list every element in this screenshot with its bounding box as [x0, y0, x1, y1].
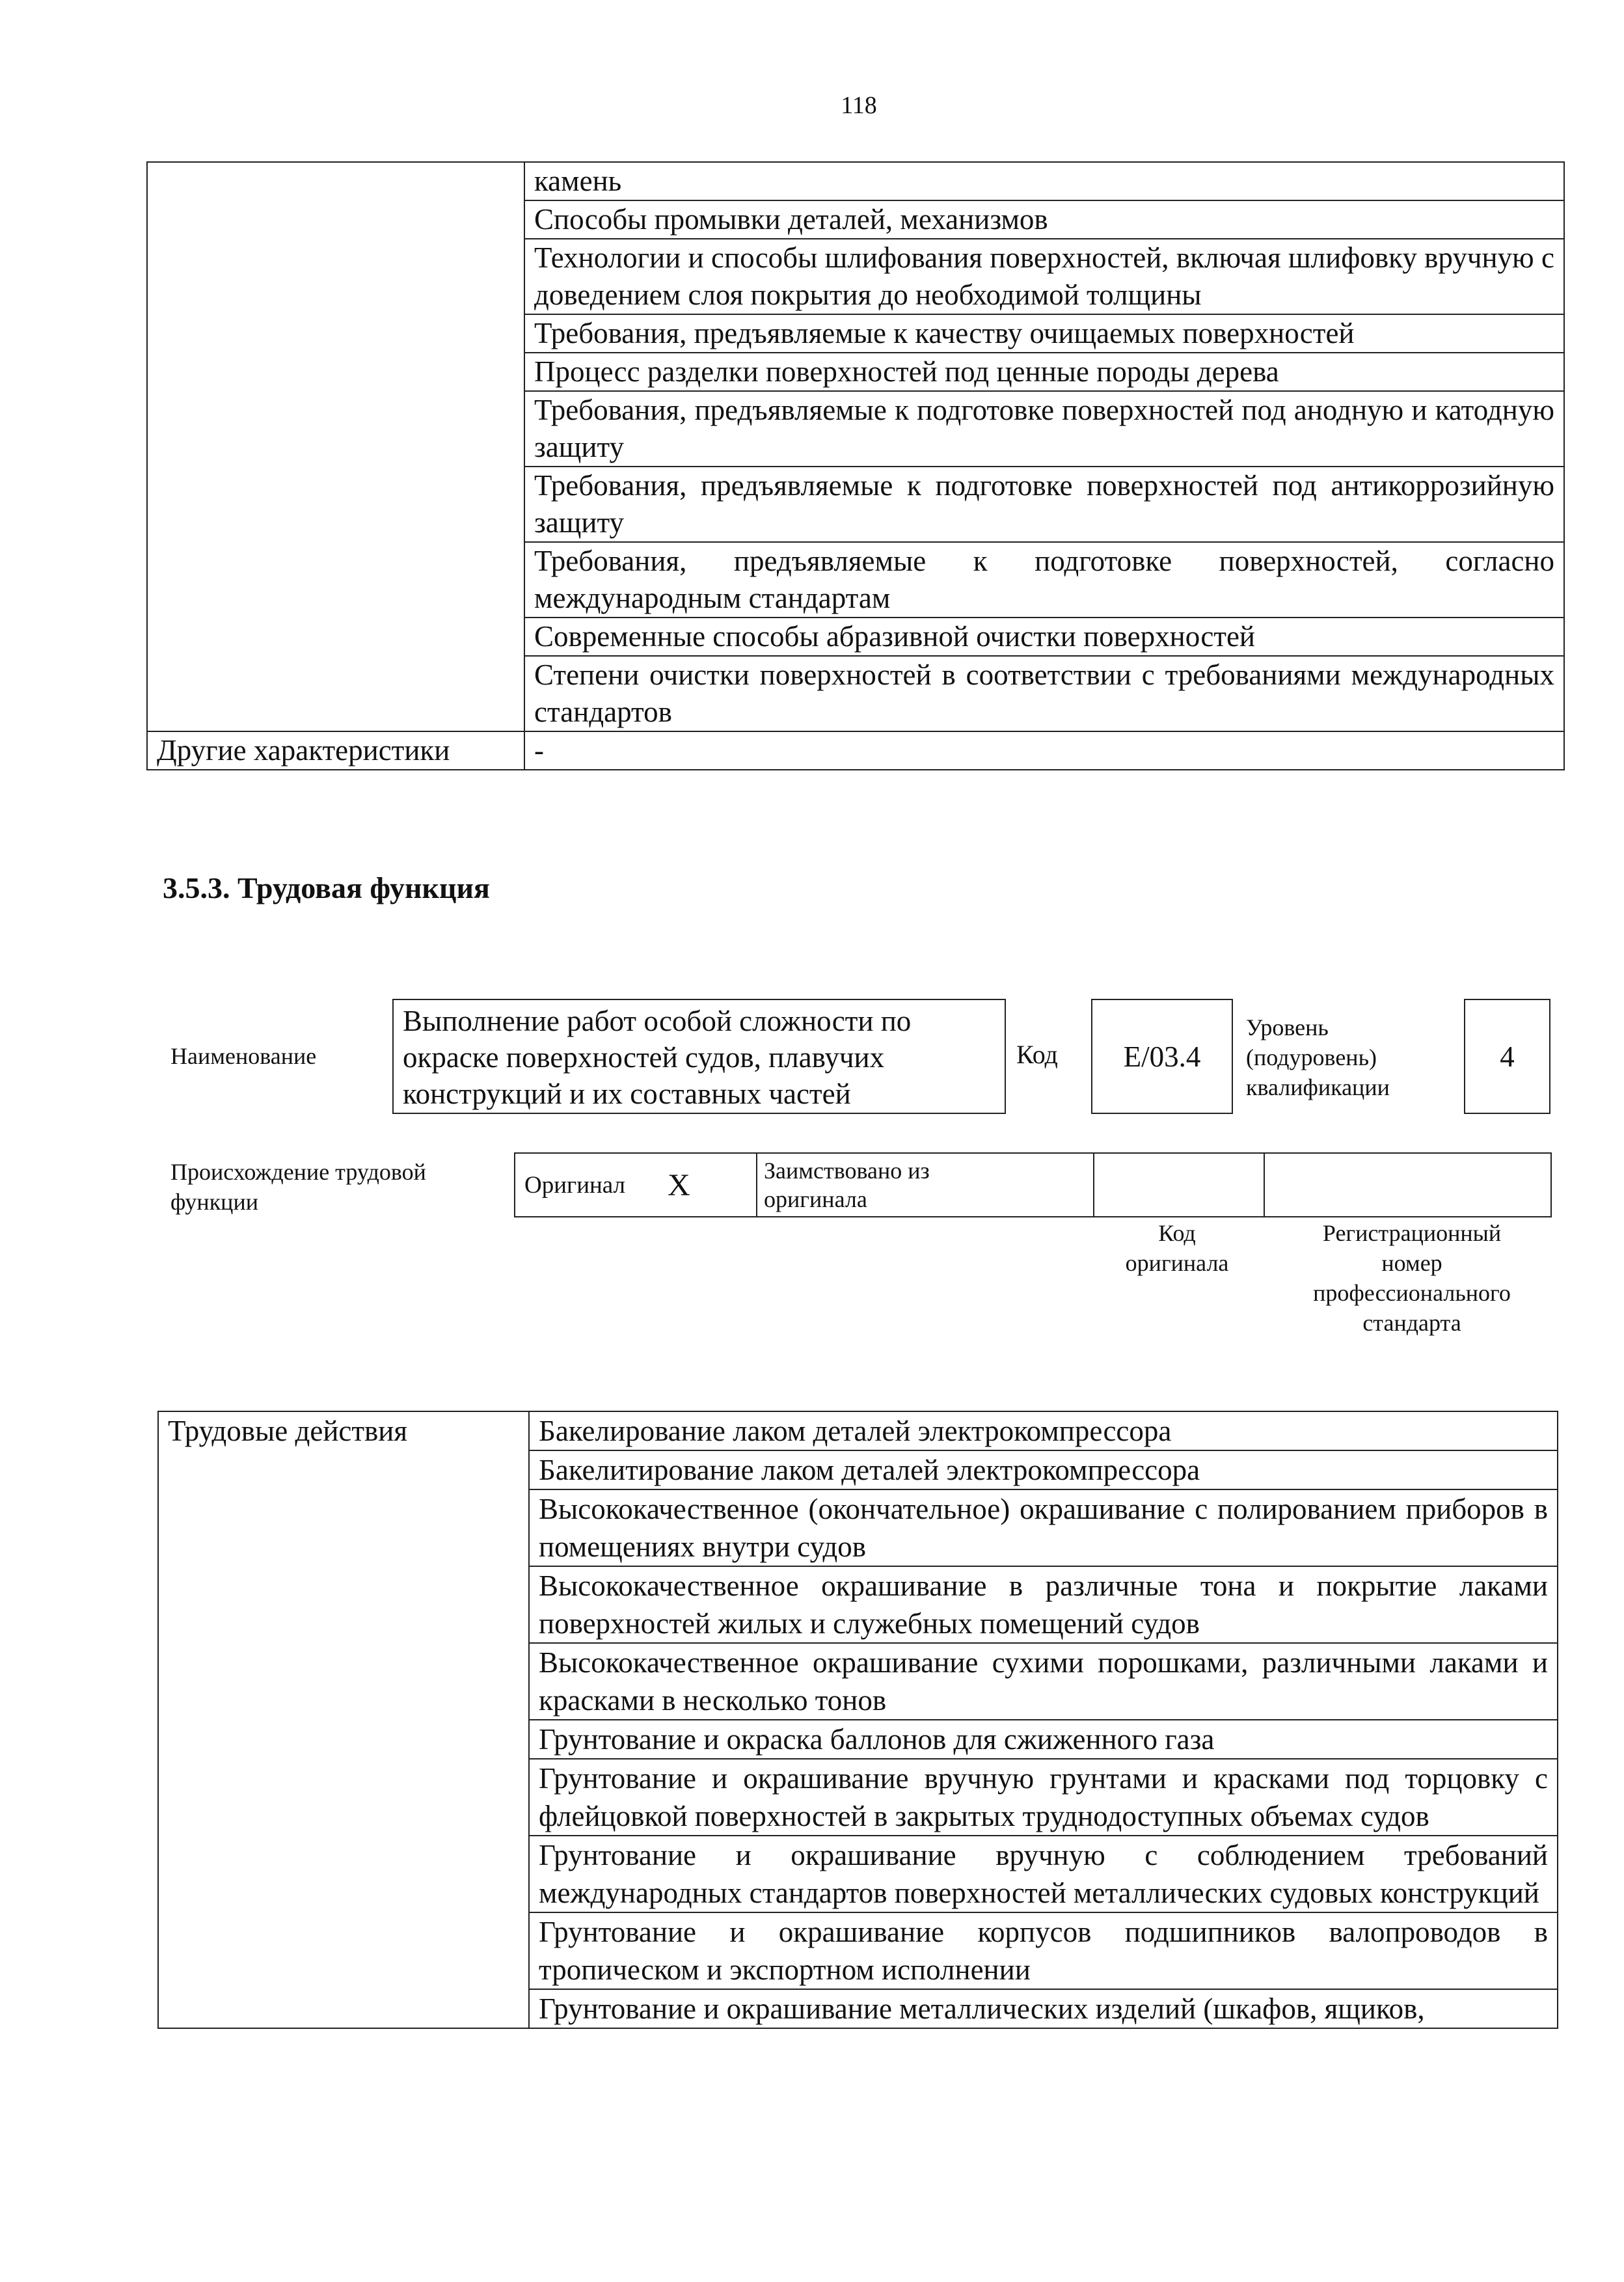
labor-action-item: Грунтование и окраска баллонов для сжиженного газа	[529, 1720, 1558, 1759]
page-number: 118	[841, 92, 877, 119]
origin-label	[170, 1157, 426, 1217]
borrowed-label-line: оригинала	[764, 1186, 867, 1212]
labor-action-item: Грунтование и окрашивание вручную грунтами и красками под торцовку с флейцовкой поверхностей в закрытых труднодоступных объемах судов	[529, 1759, 1558, 1836]
knowledge-item: Технологии и способы шлифования поверхностей, включая шлифовку вручную с доведением слоя покрытия до необходимой толщины	[524, 239, 1564, 314]
labor-action-item: Грунтование и окрашивание вручную с соблюдением требований международных стандартов поверхностей металлических судовых конструкций	[529, 1836, 1558, 1912]
function-name-box: Выполнение работ особой сложности по окраске поверхностей судов, плавучих конструкций и их составных частей	[392, 999, 1006, 1114]
original-label: Оригинал	[524, 1171, 626, 1199]
other-characteristics-value: -	[524, 731, 1564, 770]
requirements-label-cell	[147, 162, 524, 731]
caption-line: Код	[1158, 1220, 1196, 1246]
knowledge-item: Процесс разделки поверхностей под ценные породы дерева	[524, 353, 1564, 391]
name-label: Наименование	[170, 1043, 317, 1069]
origin-row	[514, 1152, 1552, 1217]
knowledge-item: Способы промывки деталей, механизмов	[524, 200, 1564, 239]
original-mark: X	[668, 1167, 690, 1202]
code-value: E/03.4	[1123, 1040, 1201, 1073]
labor-actions-table	[157, 1411, 1558, 2029]
level-label	[1246, 1012, 1390, 1102]
caption-line: Регистрационный	[1322, 1220, 1502, 1246]
knowledge-item: Требования, предъявляемые к подготовке поверхностей, согласно международным стандартам	[524, 542, 1564, 618]
table-row	[147, 731, 1564, 770]
labor-action-item: Высококачественное окрашивание в различные тона и покрытие лаками поверхностей жилых и служебных помещений судов	[529, 1566, 1558, 1643]
table-row	[147, 162, 1564, 200]
origin-label-line: функции	[170, 1189, 258, 1215]
registration-number-cell	[1265, 1154, 1550, 1216]
labor-action-item: Бакелирование лаком деталей электрокомпрессора	[529, 1411, 1558, 1450]
level-label-line: (подуровень)	[1246, 1044, 1377, 1070]
origin-label-line: Происхождение трудовой	[170, 1159, 426, 1185]
level-label-line: Уровень	[1246, 1014, 1329, 1040]
caption-line: стандарта	[1362, 1310, 1461, 1336]
code-value-box	[1091, 999, 1233, 1114]
borrowed-label-line: Заимствовано из	[764, 1158, 930, 1184]
labor-action-item: Грунтование и окрашивание корпусов подшипников валопроводов в тропическом и экспортном исполнении	[529, 1912, 1558, 1989]
table-row	[158, 1411, 1558, 1450]
original-code-caption	[1092, 1218, 1262, 1278]
caption-line: профессионального	[1313, 1280, 1511, 1306]
knowledge-item: Требования, предъявляемые к подготовке поверхностей под антикоррозийную защиту	[524, 467, 1564, 542]
knowledge-item: камень	[524, 162, 1564, 200]
level-label-line: квалификации	[1246, 1074, 1390, 1100]
requirements-table	[146, 161, 1565, 770]
labor-actions-label: Трудовые действия	[158, 1411, 529, 2028]
code-label: Код	[1016, 1040, 1058, 1069]
labor-action-item: Высококачественное (окончательное) окрашивание с полированием приборов в помещениях внутри судов	[529, 1489, 1558, 1566]
level-value-box	[1464, 999, 1550, 1114]
original-cell	[515, 1154, 757, 1216]
knowledge-item: Требования, предъявляемые к подготовке поверхностей под анодную и катодную защиту	[524, 391, 1564, 467]
knowledge-item: Современные способы абразивной очистки поверхностей	[524, 618, 1564, 656]
knowledge-item: Степени очистки поверхностей в соответствии с требованиями международных стандартов	[524, 656, 1564, 731]
labor-action-item: Грунтование и окрашивание металлических изделий (шкафов, ящиков,	[529, 1989, 1558, 2028]
borrowed-cell	[757, 1154, 1094, 1216]
labor-action-item: Бакелитирование лаком деталей электрокомпрессора	[529, 1450, 1558, 1489]
caption-line: номер	[1381, 1250, 1442, 1276]
labor-action-item: Высококачественное окрашивание сухими порошками, различными лаками и красками в несколько тонов	[529, 1643, 1558, 1720]
caption-line: оригинала	[1125, 1250, 1229, 1276]
section-title: 3.5.3. Трудовая функция	[163, 871, 490, 904]
knowledge-item: Требования, предъявляемые к качеству очищаемых поверхностей	[524, 314, 1564, 353]
other-characteristics-label: Другие характеристики	[147, 731, 524, 770]
original-code-cell	[1094, 1154, 1265, 1216]
level-value: 4	[1500, 1040, 1515, 1073]
registration-number-caption	[1272, 1218, 1552, 1338]
